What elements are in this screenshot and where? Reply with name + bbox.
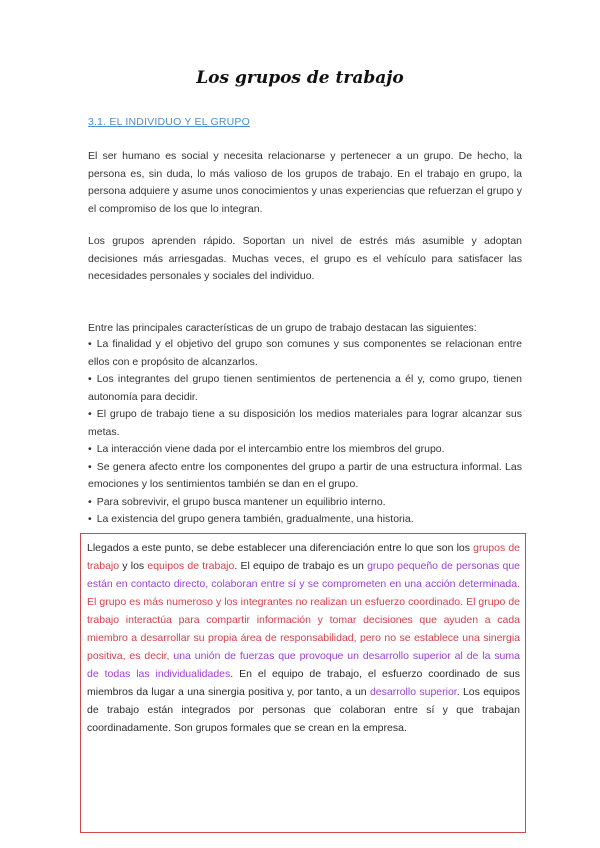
desarrollo-superior: desarrollo superior (369, 686, 457, 698)
sinergia-definition: una unión de fuerzas que provoque un desarrollo superior al de la suma de todas las individualidades (87, 650, 520, 680)
list-item-text: La finalidad y el objetivo del grupo son comunes y sus componentes se relacionan entre ellos con e propósito de alcanzarlos. (88, 338, 522, 368)
bullet-icon: • (88, 373, 92, 385)
bullet-icon: • (88, 408, 92, 420)
bullet-icon: • (88, 460, 92, 473)
bullet-icon: • (88, 495, 92, 508)
list-item-text: Para sobrevivir, el grupo busca mantener un equilibrio interno. (96, 495, 386, 508)
term-grupos-de-trabajo: grupos de trabajo (87, 542, 520, 572)
list-item (88, 511, 522, 529)
list-item (88, 406, 522, 441)
list-item (88, 459, 522, 494)
bullet-icon: • (88, 338, 92, 350)
bullet-icon: • (88, 513, 92, 525)
list-item-text: La interacción viene dada por el intercambio entre los miembros del grupo. (96, 443, 445, 455)
list-item (88, 494, 522, 512)
characteristics-list (88, 336, 522, 529)
paragraph-2: Los grupos aprenden rápido. Soportan un nivel de estrés más asumible y adoptan decisiones más arriesgadas. Muchas veces, el grupo es el vehículo para satisfacer las necesidades personales y sociales del individuo. (88, 235, 522, 282)
list-item-text: El grupo de trabajo tiene a su disposición los medios materiales para lograr alcanzar sus metas. (88, 408, 522, 438)
list-item-text: La existencia del grupo genera también, gradualmente, una historia. (96, 513, 414, 525)
box-text: Llegados a este punto, se debe establecer una diferenciación entre lo que son los (87, 542, 474, 554)
box-text: y los (119, 560, 148, 572)
characteristics-intro: Entre las principales características de un grupo de trabajo destacan las siguientes: (88, 322, 477, 334)
list-item-text: Los integrantes del grupo tienen sentimientos de pertenencia a él y, como grupo, tienen autonomía para decidir. (88, 373, 522, 403)
bullet-icon: • (88, 443, 92, 455)
list-item (88, 336, 522, 371)
term-equipos-de-trabajo: equipos de trabajo (147, 560, 235, 572)
highlight-box (80, 533, 526, 833)
section-heading: 3.1. EL INDIVIDUO Y EL GRUPO (88, 116, 250, 128)
box-text: . El equipo de trabajo es un (234, 560, 368, 572)
box-text: . En el equipo de trabajo, el esfuerzo coordinado de sus miembros da lugar a una sinergia positiva y, por tanto, a un (87, 668, 520, 698)
box-text-red: . El grupo es más numeroso y los integrantes no realizan un esfuerzo coordinado. El grupo de trabajo interactúa para compartir información y tomar decisiones que ayuden a cada miembro a desarrollar su propia área de responsabilidad, pero no se establece una sinergia positiva, es decir, (87, 578, 520, 662)
list-item (88, 371, 522, 406)
box-text: . Los equipos de trabajo están integrados por personas que colaboran entre sí y que trabajan coordinadamente. Son grupos formales que se crean en la empresa. (87, 686, 520, 734)
equipo-definition: grupo pequeño de personas que están en contacto directo, colaboran entre sí y se comprometen en una acción determinada (87, 560, 520, 590)
list-item-text: Se genera afecto entre los componentes del grupo a partir de una estructura informal. Las emociones y los sentimientos también se dan en el grupo. (88, 460, 522, 490)
paragraph-1: El ser humano es social y necesita relacionarse y pertenecer a un grupo. De hecho, la persona es, sin duda, lo más valioso de los grupos de trabajo. En el trabajo en grupo, la persona adquiere y asume unos conocimientos y unas experiencias que refuerzan el grupo y el compromiso de los que lo integran. (88, 150, 522, 215)
list-item (88, 441, 522, 459)
page-title: Los grupos de trabajo (196, 68, 404, 88)
